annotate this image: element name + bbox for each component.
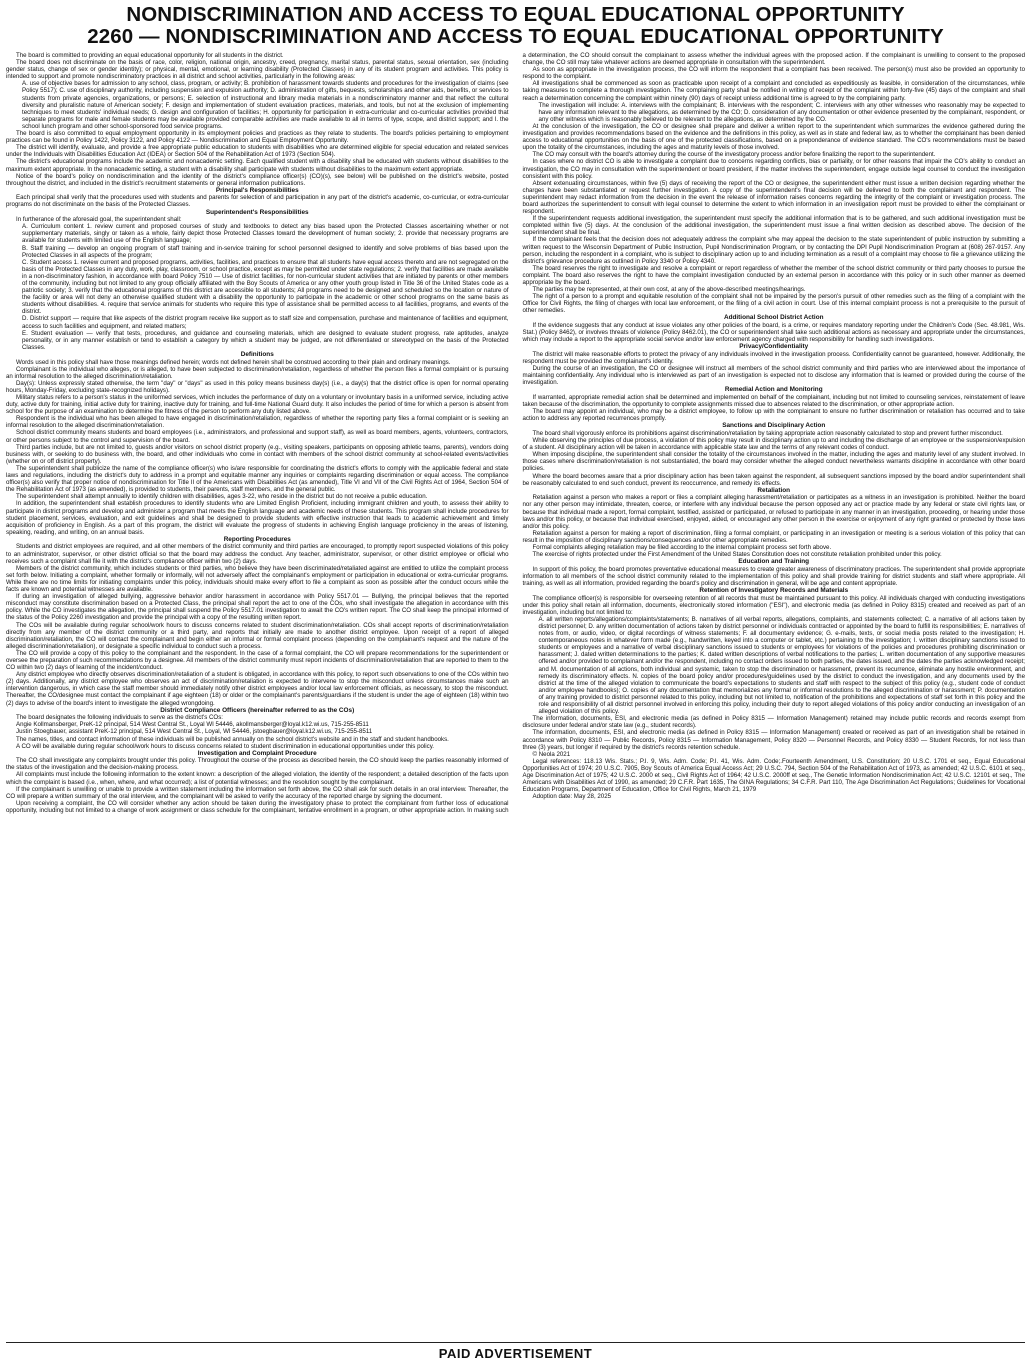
paragraph: During the course of an investigation, the CO or designee will instruct all members of the school district community and third parties who are interviewed about the importance of maintaining confidentiality. Any individual who is interviewed as part of an investigation is expected not to disclose any information that is learned or provided during the course of the investigation.	[522, 365, 1025, 387]
paragraph: The district's educational programs include the academic and nonacademic setting. Each qualified student with a disability shall be educated with students without disabilities to the maximum extent appropriate. In the nonacademic setting, a student with a disability shall participate with students without disabilities to the maximum extent appropriate.	[6, 158, 509, 173]
paragraph: Respondent is the individual who has been alleged to have engaged in discrimination/retaliation, regardless of whether the reporting party files a formal complaint or is seeking an informal resolution to the alleged discrimination/retaliation.	[6, 415, 509, 430]
paragraph: The board is also committed to equal employment opportunity in its employment policies and practices as they relate to students. The board's policies pertaining to employment practices can be found in Policy 1422, Policy 3122, and Policy 4122 — Nondiscrimination and Equal Employment Opportunity.	[6, 130, 509, 145]
paragraph: If the superintendent requests additional investigation, the superintendent must specify the additional information that is to be gathered, and such additional investigation must be completed within five (5) days. At the conclusion of the additional investigation, the superintendent must issue a final written decision as described above. The decision of the superintendent shall be final.	[522, 215, 1025, 237]
heading-definitions: Definitions	[240, 350, 274, 358]
paragraph: If the complainant feels that the decision does not adequately address the complaint s/he may appeal the decision to the state superintendent of public instruction by submitting a written request to the Wisconsin Department of Public Instruction, Pupil Nondiscrimination Program, or by contacting the DPI Pupil Nondiscrimination Program at (608) 267-9157. Any person, including the respondent in a complaint, who is subject to disciplinary action up to and including termination as a result of a complaint may choose to file a grievance utilizing the district's grievance procedure as outlined in Policy 3340 or Policy 4340.	[522, 236, 1025, 265]
paragraph: Military status refers to a person's status in the uniformed services, which includes the performance of duty on a voluntary or involuntary basis in a uniformed service, including active duty, active duty for training, initial active duty for training, inactive duty for training, and full-time National Guard duty. It also includes the period of time for which a person is absent from school for the purpose of an examination to determine the fitness of the person to perform any duty listed above.	[6, 394, 509, 416]
paragraph: Justin Stoegbauer, assistant PreK-12 principal, 514 West Central St., Loyal, WI 54446, jstoegbauer@loyal.k12.wi.us, 715-255-8511	[16, 728, 373, 736]
paragraph: When imposing discipline, the superintendent shall consider the totality of the circumstances involved in the matter, including the ages and maturity level of any student involved. In those cases where discrimination/retaliation is not substantiated, the board may consider whether the alleged conduct nevertheless warrants discipline in accordance with other board policies.	[522, 451, 1025, 473]
heading-retaliation: Retaliation	[757, 486, 791, 494]
heading-sanctions: Sanctions and Disciplinary Action	[722, 422, 826, 430]
paragraph: Absent extenuating circumstances, within five (5) days of receiving the report of the CO or designee, the superintendent either must issue a written decision regarding whether the charges have been substantiated or request further investigation. A copy of the superintendent's final decision will be delivered to both the complainant and respondent. The superintendent may redact information from the decision in the event the release of information raises concerns regarding the integrity of the complaint or investigation process. The board authorizes the superintendent to consult with legal counsel to determine the extent to which information in an investigation report must be provided to either the complainant or respondent.	[522, 179, 1025, 216]
paragraph: In support of this policy, the board promotes preventative educational measures to create greater awareness of discriminatory practices. The superintendent shall provide appropriate information to all members of the school district community related to the implementation of this policy and shall provide training for district students and staff where appropriate. All training, as well as all information, provided regarding the board's policy and discrimination in general, will be age and content appropriate.	[522, 565, 1025, 587]
heading-education: Education and Training	[738, 558, 810, 566]
paragraph: In cases where no district CO is able to investigate a complaint due to concerns regarding conflicts, bias or partiality, or for other reasons that impair the CO's ability to conduct an investigation, the CO may in consultation with the superintendent or board president, if the matter involves the superintendent, engage outside legal counsel to conduct the investigation consistent with this policy.	[522, 158, 1025, 180]
heading-remedial: Remedial Action and Monitoring	[724, 386, 823, 394]
legal-references: Legal references: 118.13 Wis. Stats.; P.I. 9, Wis. Adm. Code; P.I. 41, Wis. Adm. Code;.Fourteenth Amendment, U.S. Constitution; 20 U.S.C. 1701 et seq., Equal Educational Opportunities Act of 1974; 20 U.S.C. 7905, Boy Scouts of America Equal Access Act; 29 U.S.C. 794, Section 504 of the Rehabilitation Act of 1973, as amended; 42 U.S.C. 6101 et seq., Age Discrimination Act of 1975; 42 U.S.C. 2000 et seq., Civil Rights Act of 1964; 42 U.S.C. 2000ff et seq., The Genetic Information Nondiscrimination Act; 42 U.S.C. 12101 et seq., The Americans with Disabilities Act of 1990, as amended; 29 C.F.R. Part 1635, The GINA Regulations; 34 C.F.R. Part 110, The Age Discrimination Act Regulations; Guidelines for Vocational Education Programs, Department of Education, Office for Civil Rights, March 21, 1979	[522, 757, 1025, 794]
list-item: A. Curriculum content 1. review current and proposed courses of study and textbooks to detect any bias based upon the Protected Classes ascertaining whether or not supplementary materials, singly or taken as a whole, fairly depict those Protected Classes toward the development of human society; 2. provide that necessary programs are available for students with limited use of the English language;	[22, 223, 509, 245]
paragraph: The board may appoint an individual, who may be a district employee, to follow up with the complainant to ensure no further discrimination or retaliation has occurred and to take action to address any reported recurrences promptly.	[522, 408, 1025, 423]
paragraph: Students and district employees are required, and all other members of the district community and third parties are encouraged, to promptly report suspected violations of this policy to an administrator, supervisor, or other district official so that the board may address the conduct. Any teacher, administrator, supervisor, or other district employee or official who receives such a complaint shall file it with the district's compliance officer within two (2) days.	[6, 543, 509, 565]
heading-principal: Principal's Responsibilities	[215, 186, 299, 194]
paragraph: The compliance officer(s) is responsible for overseeing retention of all records that must be maintained pursuant to this policy. All individuals charged with conducting investigations under this policy shall retain all information, documents, electronically stored information ("ESI"), and electronic media (as defined in Policy 8315) created and received as part of an investigation, including but not limited to:	[522, 594, 1025, 616]
paid-advertisement-label: PAID ADVERTISEMENT	[429, 1346, 602, 1361]
paragraph: The CO will provide a copy of this policy to the complainant and the respondent. In the case of a formal complaint, the CO will prepare recommendations for the superintendent or oversee the preparation of such recommendations by a designee. All members of the district community must report incidents of discrimination/retaliation that are reported to them to the CO within two (2) days of learning of the incident/conduct.	[6, 649, 509, 672]
list-item: C. Student access 1. review current and proposed programs, activities, facilities, and practices to ensure that all students have equal access thereto and are not segregated on the basis of the Protected Classes in any duty, work, play, classroom, or school practice, except as may be permitted under state regulations; 2. verify that facilities are made available in a non-discriminatory fashion, in accordance with board Policy 7510 — Use of district facilities, for non-curricular student activities that are initiated by parents or other members of the community, including but not limited to any group officially affiliated with the Boy Scouts of America or any other youth group listed in Title 36 of the United States code as a patriotic society; 3. verify that the educational programs of this district are accessible to all students; All programs need to be designed and scheduled so the location or nature of the facility or area will not deny an otherwise qualified student with a disability the opportunity to participate in the academic or other school programs on the same basis as students without disabilities. 4. require that service animals for students who require this type of assistance shall be permitted access to all facilities, programs, and events of the district.	[22, 258, 509, 316]
paragraph: The CO may consult with the board's attorney during the course of the investigatory process and/or before finalizing the report to the superintendent.	[532, 151, 936, 159]
paragraph: The names, titles, and contact information of these individuals will be published annually on the school district's website and in the staff and student handbooks.	[16, 735, 449, 743]
list-item: E. Student evaluation — verify that tests, procedures, and guidance and counseling materials, which are designed to evaluate student progress, rate aptitudes, analyze personality, or in any manner establish or tend to establish a category by which a student may be judged, are not differentiated or stereotyped on the basis of the Protected Classes.	[22, 329, 509, 351]
paragraph: All investigations shall be commenced as soon as practicable upon receipt of a complaint and concluded as expeditiously as feasible, in consideration of the circumstances, while taking measures to complete a thorough investigation. The complaining party shall be notified in writing of receipt of the complaint within forty-five (45) days of the complaint and shall reach a determination concerning the complaint within ninety (90) days of receipt unless additional time is agreed to by the complaining party.	[522, 80, 1025, 102]
paragraph: Day(s): Unless expressly stated otherwise, the term "day" or "days" as used in this policy means business day(s) (i.e., a day(s) that the district office is open for normal operating hours, Monday-Friday, excluding state-recognized holidays).	[6, 379, 509, 394]
policy-body	[6, 52, 1025, 1336]
paragraph: Where the board becomes aware that a prior disciplinary action has been taken against the respondent, all subsequent sanctions imposed by the board and/or superintendent shall be reasonably calculated to end such conduct, prevent its reoccurrence, and remedy its effects.	[522, 472, 1025, 487]
heading-privacy: Privacy/Confidentiality	[739, 343, 809, 351]
paragraph: The board reserves the right to investigate and resolve a complaint or report regardless of whether the member of the school district community or third party chooses to pursue the complaint. The board also reserves the right to have the complaint investigation conducted by an external person in accordance with this policy or in such other manner as deemed appropriate by the board.	[522, 264, 1025, 286]
paragraph: The right of a person to a prompt and equitable resolution of the complaint shall not be impaired by the person's pursuit of other remedies such as the filing of a complaint with the Office for Civil Rights, the filing of charges with local law enforcement, or the filing of a civil action in court. Use of this internal complaint process is not a prerequisite to the pursuit of other remedies.	[522, 293, 1025, 315]
heading-additional-action: Additional School District Action	[723, 314, 824, 322]
adoption-date: Adoption date: May 28, 2025	[532, 793, 612, 801]
paragraph: Retaliation against a person for making a report of discrimination, filing a formal complaint, or participating in an investigation or meeting is a serious violation of this policy that can result in the imposition of disciplinary sanctions/consequences and/or other appropriate remedies.	[522, 529, 1025, 544]
paragraph: If the complainant is unwilling or unable to provide a written statement including the information set forth above, the CO shall ask for such details in an oral interview. Thereafter, the CO will prepare a written summary of the oral interview, and the complainant will be asked to verify the accuracy of the reported charge by signing the document.	[6, 785, 509, 800]
paragraph: The board is committed to providing an equal educational opportunity for all students in the district.	[16, 52, 284, 59]
paragraph: Words used in this policy shall have those meanings defined herein; words not defined herein shall be construed according to their plain and ordinary meanings.	[16, 358, 451, 366]
paragraph: Complainant is the individual who alleges, or is alleged, to have been subjected to discrimination/retaliation, regardless of whether the person files a formal complaint or is pursuing an informal resolution to the alleged discrimination/retaliation.	[6, 365, 509, 380]
paragraph: School district community means students and board employees (i.e., administrators, and professional and support staff), as well as board members, agents, volunteers, contractors, or other persons subject to the control and supervision of the board.	[6, 429, 509, 444]
paragraph: Retaliation against a person who makes a report or files a complaint alleging harassment/retaliation or participates as a witness in an investigation is prohibited. Neither the board nor any other person may intimidate, threaten, coerce, or interfere with any individual because the person opposed any act or practice made by any federal or state civil rights law, or because that individual made a report, formal complaint, testified, assisted or participated, or refused to participate in any manner in an investigation, proceeding, or hearing under those laws and/or this policy, or because that individual exercised, enjoyed, aided, or encouraged any other person in the exercise or enjoyment of any right granted or protected by those laws and/or this policy.	[522, 494, 1025, 530]
paragraph: In addition, the superintendent shall establish procedures to identify students who are Limited English Proficient, including immigrant children and youth, to assess their ability to participate in district programs and develop and administer a program that meets the English language and academic needs of these students. This program shall include procedures for student placement, services, evaluation, and exit guidelines and shall be designed to provide students with effective instruction that leads to academic achievement and timely acquisition of proficiency in English. As a part of this program, the district will evaluate the progress of students in achieving English language proficiency in the areas of listening, speaking, reading, and writing, on an annual basis.	[6, 500, 509, 536]
paragraph: The CO shall investigate any complaints brought under this policy. Throughout the course of the process as described herein, the CO should keep the parties reasonably informed of the status of the investigation and the decision-making process.	[6, 757, 509, 772]
paragraph: At the conclusion of the investigation, the CO or designee shall prepare and deliver a written report to the superintendent which summarizes the evidence gathered during the investigation and provides recommendations based on the evidence and the definitions in this policy, as well as in state and federal law, as to whether the complainant has been denied access to educational opportunities on the basis of one of the protected classifications, based on a preponderance of evidence standard. The CO's recommendations must be based upon the totality of the circumstances, including the ages and maturity levels of those involved.	[522, 122, 1025, 152]
paragraph: Each principal shall verify that the procedures used with students and parents for selection of and participation in any part of the district's academic, co-curricular, or extra-curricular programs do not discriminate on the basis of the Protected Classes.	[6, 194, 509, 209]
paragraph: In furtherance of the aforesaid goal, the superintendent shall:	[16, 216, 182, 224]
list-item: The investigation will include: A. interviews with the complainant; B. interviews with the respondent; C. interviews with any other witnesses who reasonably may be expected to have any information relevant to the allegations, as determined by the CO; D. consideration of any documentation or other evidence presented by the complainant, respondent, or any other witness which is reasonably believed to be relevant to the allegations, as determined by the CO.	[538, 101, 1025, 123]
list-item: A. all written reports/allegations/complaints/statements; B. narratives of all verbal reports, allegations, complaints, and statements collected; C. a narrative of all actions taken by district personnel; D. any written documentation of actions taken by district personnel or individuals contracted or appointed by the board to fulfill its responsibilities; E. narratives of notes from, or audio, video, or digital recordings of witness statements; F. all documentary evidence; G. e-mails, texts, or social media posts related to the investigation; H. contemporaneous notes in whatever form made (e.g., handwritten, keyed into a computer or tablet, etc.) pertaining to the investigation; I. written disciplinary sanctions issued to students or employees and a narrative of verbal disciplinary sanctions issued to students or employees for violations of the policies and procedures prohibiting discrimination or harassment; J. dated written determinations to the parties; K. dated written descriptions of verbal notifications to the parties; L. written documentation of any supportive measures offered and/or provided to complainant and/or the respondent, including no contact orders issued to both parties, the dates issued, and the dates the parties acknowledged receipt; and M. documentation of all actions, both individual and systemic, taken to stop the discrimination or harassment, prevent its recurrence, eliminate any hostile environment, and remedy its discriminatory effects. N. copies of the board policy and/or procedures/guidelines used by the district to conduct the investigation, and any documents used by the district at the time of the alleged violation to communicate the board's expectations to students and staff with respect to the subject of this policy (e.g., student code of conduct and/or employee handbooks); O. copies of any documentation that memorializes any formal or informal resolutions to the alleged discrimination or harassment; P. documentation of any training provided to district personnel related to this policy, including but not limited to, notification of the prohibitions and expectations of staff set forth in this policy and the role and responsibility of all district personnel involved in enforcing this policy, including their duty to report alleged violations of this policy and/or conducting an investigation of an alleged violation of this policy.	[538, 615, 1025, 716]
list-item: B. Staff training — develop an ongoing program of staff training and in-service training for school personnel designed to identify and solve problems of bias based upon the Protected Classes in all aspects of the program;	[22, 244, 509, 259]
title-line-2: 2260 — NONDISCRIMINATION AND ACCESS TO EQUAL EDUCATIONAL OPPORTUNITY	[87, 25, 944, 48]
heading-retention: Retention of Investigatory Records and Materials	[699, 587, 849, 595]
paragraph: As soon as appropriate in the investigation process, the CO will inform the respondent that a complaint has been received. The person(s) must also be provided an opportunity to respond to the complaint.	[522, 66, 1025, 81]
paragraph: If during an investigation of alleged bullying, aggressive behavior and/or harassment in accordance with Policy 5517.01 — Bullying, the principal believes that the reported misconduct may constitute discrimination based on a Protected Class, the principal shall report the act to one of the COs, who shall investigate the allegation in accordance with this policy. While the CO investigates the allegation, the principal shall suspend the Policy 5517.01 investigation to await the CO's written report. The CO shall keep the principal informed of the status of the Policy 2260 investigation and provide the principal with a copy of the resulting written report.	[6, 593, 509, 622]
paragraph: The information, documents, ESI, and electronic media (as defined in Policy 8315 — Information Management) retained may include public records and records exempt from disclosure under federal and/or state law (e.g., student records).	[522, 715, 1025, 730]
paragraph: The superintendent shall attempt annually to identify children with disabilities, ages 3-22, who reside in the district but do not receive a public education.	[16, 493, 428, 501]
paragraph: The board designates the following individuals to serve as the district's COs:	[16, 714, 223, 722]
paragraph: The information, documents, ESI, and electronic media (as defined in Policy 8315 — Information Management) created or received as part of an investigation shall be retained in accordance with Policy 8310 — Public Records, Policy 8315 — Information Management, Policy 8320 — Personnel Records, and Policy 8330 — Student Records, for not less than three (3) years, but longer if required by the district's records retention schedule.	[522, 729, 1025, 751]
paragraph: The district will make reasonable efforts to protect the privacy of any individuals involved in the investigation process. Confidentiality cannot be guaranteed, however. Additionally, the respondent must be provided the complainant's identity.	[522, 350, 1025, 366]
paragraph: Formal complaints alleging retaliation may be filed according to the internal complaint process set forth above.	[532, 543, 832, 551]
heading-investigation: Investigation and Complaint Procedure	[197, 749, 317, 757]
paragraph: Members of the district community, which includes students or third parties, who believe they have been discriminated/retaliated against are entitled to utilize the complaint process set forth below. Initiating a complaint, whether formally or informally, will not adversely affect the complainant's employment or participation in educational or extra-curricular programs. While there are no time limits for initiating complaints under this policy, individuals should make every effort to file a complaint as soon as possible after the conduct occurs while the facts are known and potential witnesses are available.	[6, 564, 509, 594]
title-line-1: NONDISCRIMINATION AND ACCESS TO EQUAL EDUCATIONAL OPPORTUNITY	[126, 3, 905, 26]
paragraph: All complaints must include the following information to the extent known: a description of the alleged violation, the identity of the respondent; a detailed description of the facts upon which the complaint is based (i.e., when, where, and what occurred); a list of potential witnesses; and the resolution sought by the complainant.	[6, 771, 509, 786]
paragraph: The board shall vigorously enforce its prohibitions against discrimination/retaliation by taking appropriate action reasonably calculated to stop and prevent further misconduct.	[532, 429, 1003, 437]
paragraph: The superintendent shall publicize the name of the compliance officer(s) who is/are responsible for coordinating the district's efforts to comply with the applicable federal and state laws and regulations, including the district's duty to address in a prompt and equitable manner any inquiries or complaints regarding discrimination or equal access. The compliance officer(s) also verify that proper notice of nondiscrimination for Title II of the Americans with Disabilities Act (as amended), Title VI and VII of the Civil Rights Act of 1964, Section 504 of the Rehabilitation Act of 1973 (as amended), is provided to students, their parents, staff members, and the general public.	[6, 464, 509, 494]
list-item: A. use of objective bases for admission to any school, class, program, or activity; B. prohibition of harassment towards students and procedures for the investigation of claims (see Policy 5517); C. use of disciplinary authority, including suspension and expulsion authority; D. administration of gifts, bequests, scholarships and other aids, benefits, or services to students from private agencies, organizations, or persons; E. selection of instructional and library media materials in a nondiscriminatory manner and that reflect the cultural diversity and pluralistic nature of American society; F. design and implementation of student evaluation practices, materials, and tools, but not at the exclusion of implementing techniques to meet students' individual needs; G. design and configuration of facilities; H. opportunity for participation in extra-curricular and co-curricular activities provided that separate programs for male and female students may be available provided comparable activities are made available to all in terms of type, scope, and district support; and I. the school lunch program and other school-sponsored food service programs.	[22, 80, 509, 130]
paragraph: Upon receiving a complaint, the CO will consider whether any action should be taken during the investigatory phase to protect the complainant from further loss of educational opportunity, including but not limited to a change of work assignment or class schedule for the complainant, tentative enrollment in a program, or other appropriate action. In making such a determination, the CO should consult the complainant to assess whether the individual agrees with the proposed action. If the complainant is unwilling to consent to the proposed change, the CO still may take whatever actions are deemed appropriate in consultation with the superintendent.	[6, 52, 1025, 814]
heading-superintendent: Superintendent's Responsibilities	[205, 208, 309, 216]
paragraph: The COs will be available during regular school/work hours to discuss concerns related to student discrimination/retaliation. COs shall accept reports of discrimination/retaliation directly from any member of the district community or a third party, and reports that initially are made to another district employee. Upon receipt of a report of alleged discrimination/retaliation, the CO will contact the complainant and begin either an informal or formal complaint process (depending on the complainant's request and the nature of the alleged discrimination/retaliation), or designate a specific individual to conduct such a process.	[6, 621, 509, 650]
footer	[0, 1343, 1031, 1365]
paragraph: The parties may be represented, at their own cost, at any of the above-described meetings/hearings.	[532, 286, 806, 294]
paragraph: The district will identify, evaluate, and provide a free appropriate public education to students with disabilities who are determined eligible for special education and related services under the Individuals with Disabilities Education Act (IDEA) or Section 504 of the Rehabilitation Act of 1973 (Section 504).	[6, 144, 509, 159]
paragraph: If the evidence suggests that any conduct at issue violates any other policies of the board, is a crime, or requires mandatory reporting under the Children's Code (Sec. 48.981, Wis. Stat.) (Policy 8462), or involves threats of violence (Policy 8462.01), the CO or superintendent shall take such additional actions as necessary and appropriate under the circumstances, which may include a report to the appropriate social service and/or law enforcement agency charged with responsibility for handling such investigations.	[522, 322, 1025, 344]
heading-compliance-officers: District Compliance Officers (hereinafter referred to as the COs)	[160, 706, 355, 714]
paragraph: Third parties include, but are not limited to, guests and/or visitors on school district property (e.g., visiting speakers, participants on opposing athletic teams, parents), vendors doing business with, or seeking to do business with, the board, and other individuals who come in contact with members of the school district community at school-related events/activities (whether on or off district property).	[6, 443, 509, 465]
paragraph: Any district employee who directly observes discrimination/retaliation of a student is obligated, in accordance with this policy, to report such observations to one of the COs within two (2) days. Additionally, any district employee who observes an act of discrimination/retaliation is expected to intervene to stop the misconduct unless circumstances make such an intervention dangerous, in which case the staff member should immediately notify other district employees and/or local law enforcement officials, as necessary, to stop the misconduct. Thereafter, the CO/designee must contact the complainant if age eighteen (18) or older or the complainant's parents/guardians if the student is under the age of eighteen (18) within two (2) days to advise of the board's intent to investigate the alleged wrongdoing.	[6, 671, 509, 707]
paragraph: If warranted, appropriate remedial action shall be determined and implemented on behalf of the complainant, including but not limited to counseling services, reinstatement of leave taken because of the discrimination, the opportunity to complete assignments missed due to absences related to the discrimination, or other appropriate action.	[522, 394, 1025, 409]
list-item: D. District support — require that like aspects of the district program receive like support as to staff size and compensation, purchase and maintenance of facilities and equipment, access to such facilities and equipment, and related matters;	[22, 315, 509, 330]
paragraph: A CO will be available during regular school/work hours to discuss concerns related to student discrimination in educational opportunities under this policy.	[16, 742, 435, 750]
paragraph: Notice of the board's policy on nondiscrimination and the identity of the district's compliance officer(s) (CO)(s), see below) will be published on the district's website, posted throughout the district, and included in the district's recruitment statements or general information publications.	[6, 172, 509, 187]
paragraph: Angie Kollmansberger, PreK-12 principal, 514 West Central St., Loyal WI 54446, akollmansberger@loyal.k12.wi.us, 715-255-8511	[16, 721, 369, 729]
paragraph: While observing the principles of due process, a violation of this policy may result in disciplinary action up to and including the discharge of an employee or the suspension/expulsion of a student. All disciplinary action will be taken in accordance with applicable state law and the terms of any relevant codes of conduct.	[522, 437, 1025, 452]
paragraph: The board does not discriminate on the basis of race, color, religion, national origin, ancestry, creed, pregnancy, marital status, parental status, sexual orientation, sex (including gender status, change of sex or gender identity); or physical, mental, emotional, or learning disability (Protected Classes) in any of its student program and activities. This policy is intended to support and promote nondiscriminatory practices in all district and school activities, particularly in the following areas:	[6, 59, 509, 81]
paragraph: The exercise of rights protected under the First Amendment of the United States Constitution does not constitute retaliation prohibited under this policy.	[532, 551, 942, 559]
copyright: © Neola 2021	[532, 750, 571, 758]
heading-reporting: Reporting Procedures	[223, 535, 291, 543]
